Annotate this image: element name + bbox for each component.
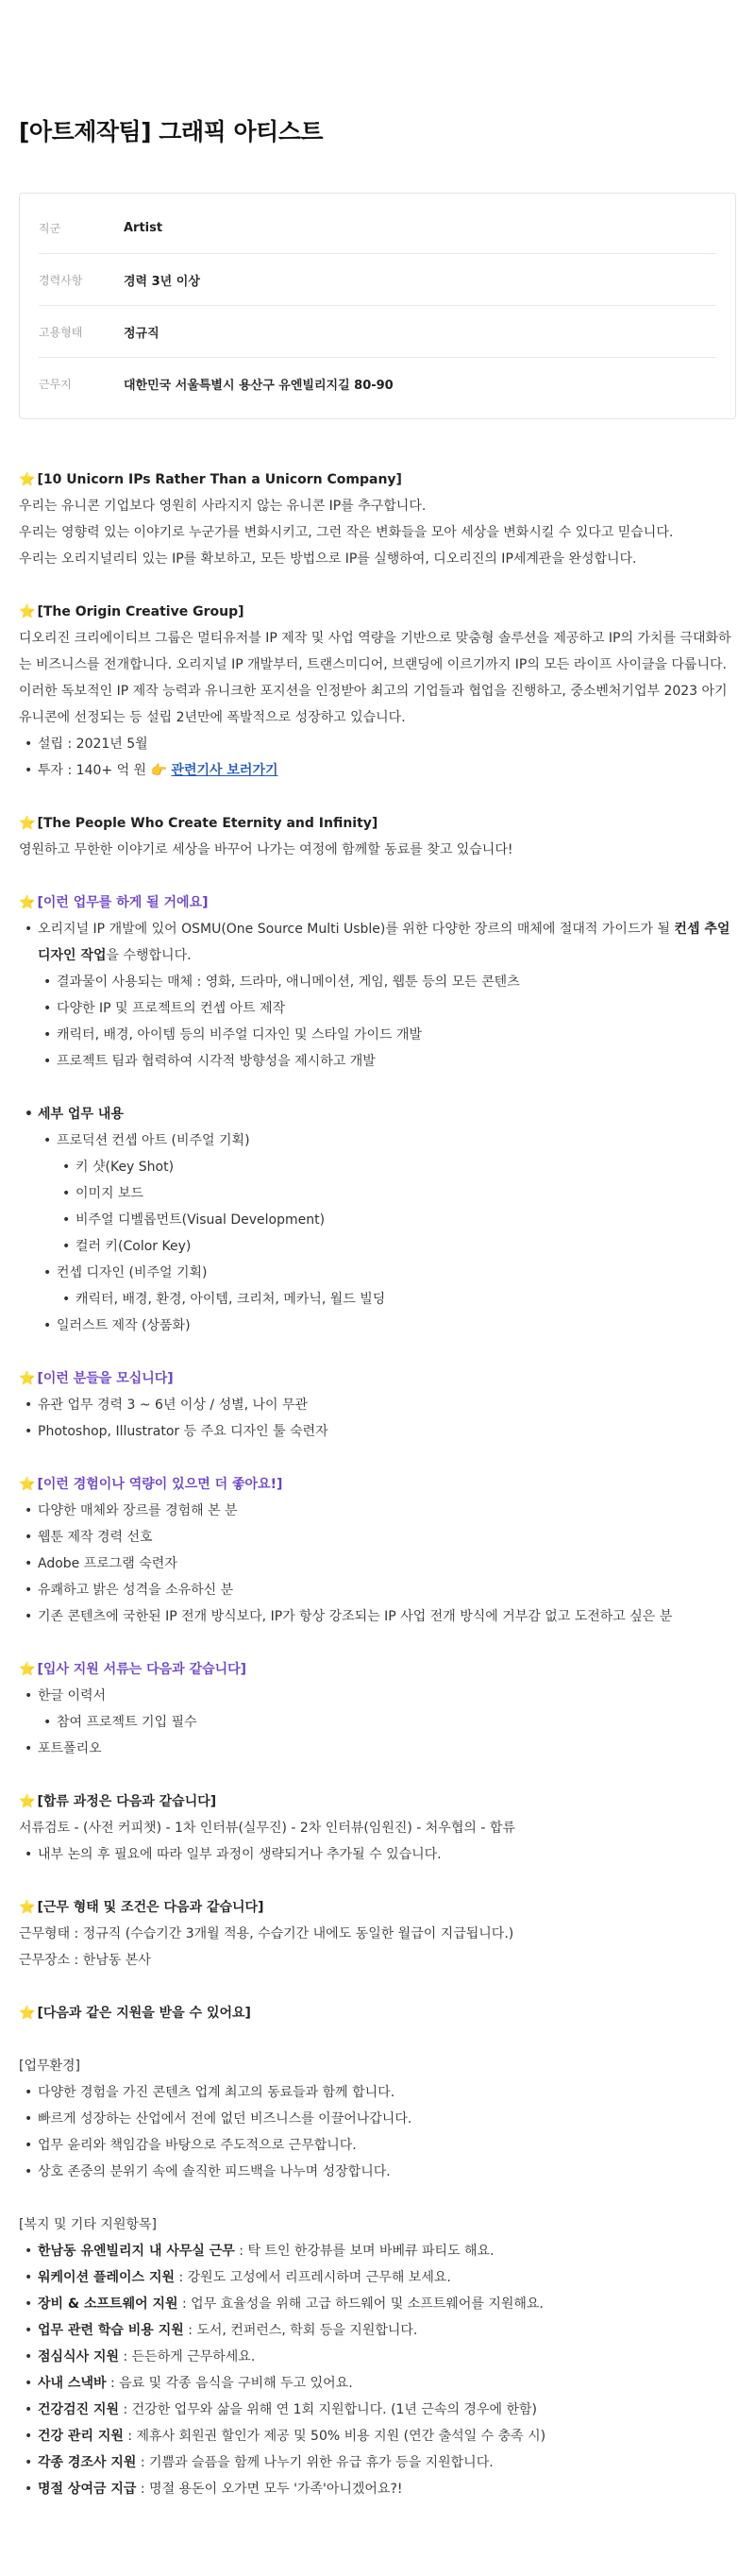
paragraph: 영원하고 무한한 이야기로 세상을 바꾸어 나가는 여정에 함께할 동료를 찾고 있습니다! bbox=[19, 842, 513, 857]
star-icon: ⭐ bbox=[19, 816, 36, 831]
star-icon: ⭐ bbox=[19, 2006, 36, 2021]
list-item: • 한글 이력서 bbox=[19, 1683, 736, 1709]
job-description bbox=[19, 466, 736, 2502]
section-heading: ⭐ [10 Unicorn IPs Rather Than a Unicorn Company] bbox=[19, 472, 402, 487]
section-documents bbox=[19, 1656, 736, 1762]
section-origin bbox=[19, 599, 736, 784]
list-item: • 결과물이 사용되는 매체 : 영화, 드라마, 애니메이션, 게임, 웹툰 등의 모든 콘텐츠 bbox=[38, 969, 736, 995]
page-title: [아트제작팀] 그래픽 아티스트 bbox=[19, 118, 324, 145]
list-item: • 워케이션 플레이스 지원 : 강원도 고성에서 리프레시하며 근무해 보세요. bbox=[19, 2264, 736, 2291]
info-label: 근무지 bbox=[39, 378, 72, 391]
subheading: [복지 및 기타 지원항목] bbox=[19, 2217, 157, 2232]
list-item: • 다양한 IP 및 프로젝트의 컨셉 아트 제작 bbox=[38, 995, 736, 1022]
section-heading: ⭐ [합류 과정은 다음과 같습니다] bbox=[19, 1794, 217, 1809]
list-item: • 장비 & 소프트웨어 지원 : 업무 효율성을 위해 고급 하드웨어 및 소프트웨어를 지원해요. bbox=[19, 2291, 736, 2317]
star-icon: ⭐ bbox=[19, 604, 36, 619]
star-icon: ⭐ bbox=[19, 1900, 36, 1915]
list-item: • 오리지널 IP 개발에 있어 OSMU(One Source Multi Usble)를 위한 다양한 장르의 매체에 절대적 가이드가 될 컨셉 추얼 디자인 작업을 수행합니다. bbox=[19, 916, 736, 969]
info-value: 대한민국 서울특별시 용산구 유엔빌리지길 80-90 bbox=[124, 379, 394, 393]
pointing-hand-icon: 👉 bbox=[150, 763, 167, 778]
list-item: • 건강 관리 지원 : 제휴사 회원권 할인가 제공 및 50% 비용 지원 (연간 출석일 수 충족 시) bbox=[19, 2423, 736, 2449]
list-item: • 상호 존중의 분위기 속에 솔직한 피드백을 나누며 성장합니다. bbox=[19, 2159, 736, 2185]
info-label: 경력사항 bbox=[39, 273, 83, 287]
section-benefits bbox=[19, 2000, 736, 2502]
list-item: • 키 샷(Key Shot) bbox=[57, 1154, 736, 1180]
list-item: • 다양한 매체와 장르를 경험해 본 분 bbox=[19, 1498, 736, 1524]
related-article-link[interactable]: 관련기사 보러가기 bbox=[171, 763, 278, 778]
section-people bbox=[19, 810, 736, 863]
paragraph: 우리는 오리지널리티 있는 IP를 확보하고, 모든 방법으로 IP를 실행하여, 디오리진의 IP세계관을 완성합니다. bbox=[19, 551, 637, 567]
star-icon: ⭐ bbox=[19, 1662, 36, 1677]
info-value: Artist bbox=[124, 220, 163, 235]
info-row-location bbox=[39, 358, 716, 410]
paragraph: 우리는 영향력 있는 이야기로 누군가를 변화시키고, 그런 작은 변화들을 모아 세상을 변화시킬 수 있다고 믿습니다. bbox=[19, 525, 674, 540]
section-heading: ⭐ [다음과 같은 지원을 받을 수 있어요] bbox=[19, 2006, 251, 2021]
paragraph: 디오리진 크리에이티브 그룹은 멀티유저블 IP 제작 및 사업 역량을 기반으로 맞춤형 솔루션을 제공하고 IP의 가치를 극대화하는 비즈니스를 전개합니다. 오리지널 IP 개발부터, 트랜스미디어, 브랜딩에 이르기까지 IP의 모든 라이프 사이클을 다룹니다. 이러한 독보적인 IP 제작 능력과 유니크한 포지션을 인정받아 최고의 기업들과 협업을 진행하고, 중소벤처기업부 2023 아기유니콘에 선정되는 등 설립 2년만에 폭발적으로 성장하고 있습니다. bbox=[19, 631, 731, 725]
list-item: • 프로젝트 팀과 협력하여 시각적 방향성을 제시하고 개발 bbox=[38, 1048, 736, 1075]
list-item: • 기존 콘텐츠에 국한된 IP 전개 방식보다, IP가 항상 강조되는 IP 사업 전개 방식에 거부감 없고 도전하고 싶은 분 bbox=[19, 1603, 736, 1630]
section-preferred bbox=[19, 1471, 736, 1630]
list-item: • 세부 업무 내용 bbox=[19, 1101, 736, 1127]
info-row-employment bbox=[39, 306, 716, 358]
paragraph: 우리는 유니콘 기업보다 영원히 사라지지 않는 유니콘 IP를 추구합니다. bbox=[19, 499, 427, 514]
star-icon: ⭐ bbox=[19, 472, 36, 487]
list-item: • 유쾌하고 밝은 성격을 소유하신 분 bbox=[19, 1577, 736, 1603]
list-item: • 참여 프로젝트 기입 필수 bbox=[38, 1709, 736, 1736]
company-facts bbox=[19, 731, 736, 784]
info-label: 고용형태 bbox=[39, 325, 83, 339]
section-responsibilities bbox=[19, 890, 736, 1339]
section-heading: ⭐ [The People Who Create Eternity and Infinity] bbox=[19, 816, 378, 831]
section-heading: ⭐ [입사 지원 서류는 다음과 같습니다] bbox=[19, 1662, 247, 1677]
info-row-category bbox=[39, 202, 716, 254]
list-item: • 건강검진 지원 : 건강한 업무와 삶을 위해 연 1회 지원합니다. (1년 근속의 경우에 한함) bbox=[19, 2397, 736, 2423]
info-label: 직군 bbox=[39, 221, 61, 235]
list-item: • 사내 스낵바 : 음료 및 각종 음식을 구비해 두고 있어요. bbox=[19, 2370, 736, 2397]
list-item: • Adobe 프로그램 숙련자 bbox=[19, 1551, 736, 1577]
star-icon: ⭐ bbox=[19, 1794, 36, 1809]
info-value: 경력 3년 이상 bbox=[124, 274, 200, 289]
section-heading: ⭐ [The Origin Creative Group] bbox=[19, 604, 244, 619]
paragraph: 서류검토 - (사전 커피챗) - 1차 인터뷰(실무진) - 2차 인터뷰(임원진) - 처우협의 - 합류 bbox=[19, 1821, 515, 1836]
list-item: • 캐릭터, 배경, 아이템 등의 비주얼 디자인 및 스타일 가이드 개발 bbox=[38, 1022, 736, 1048]
section-conditions bbox=[19, 1894, 736, 1974]
paragraph: 근무장소 : 한남동 본사 bbox=[19, 1953, 151, 1968]
list-item: • 투자 : 140+ 억 원 👉 관련기사 보러가기 bbox=[19, 757, 736, 784]
info-value: 정규직 bbox=[124, 326, 159, 341]
list-item: • 컬러 키(Color Key) bbox=[57, 1233, 736, 1260]
list-item: • 각종 경조사 지원 : 기쁨과 슬픔을 함께 나누기 위한 유급 휴가 등을 지원합니다. bbox=[19, 2449, 736, 2476]
list-item: • 업무 윤리와 책임감을 바탕으로 주도적으로 근무합니다. bbox=[19, 2132, 736, 2159]
subheading: [업무환경] bbox=[19, 2059, 81, 2074]
section-heading: ⭐ [이런 업무를 하게 될 거에요] bbox=[19, 895, 209, 910]
star-icon: ⭐ bbox=[19, 1477, 36, 1492]
info-row-experience bbox=[39, 254, 716, 306]
list-item: • 점심식사 지원 : 든든하게 근무하세요. bbox=[19, 2344, 736, 2370]
list-item: • 내부 논의 후 필요에 따라 일부 과정이 생략되거나 추가될 수 있습니다. bbox=[19, 1841, 736, 1868]
list-item: • 빠르게 성장하는 산업에서 전에 없던 비즈니스를 이끌어나갑니다. bbox=[19, 2106, 736, 2132]
list-item: • 설립 : 2021년 5월 bbox=[19, 731, 736, 757]
list-item: • 포트폴리오 bbox=[19, 1736, 736, 1762]
list-item: • 웹툰 제작 경력 선호 bbox=[19, 1524, 736, 1551]
list-item: • 캐릭터, 배경, 환경, 아이템, 크리처, 메카닉, 월드 빌딩 bbox=[57, 1286, 736, 1313]
list-item: • 유관 업무 경력 3 ~ 6년 이상 / 성별, 나이 무관 bbox=[19, 1392, 736, 1418]
list-item: • 일러스트 제작 (상품화) bbox=[38, 1313, 736, 1339]
list-item: • 프로덕션 컨셉 아트 (비주얼 기획) bbox=[38, 1127, 736, 1154]
section-process bbox=[19, 1788, 736, 1868]
section-heading: ⭐ [이런 분들을 모십니다] bbox=[19, 1371, 174, 1386]
list-item: • 컨셉 디자인 (비주얼 기획) bbox=[38, 1260, 736, 1286]
section-heading: ⭐ [이런 경험이나 역량이 있으면 더 좋아요!] bbox=[19, 1477, 283, 1492]
section-heading: ⭐ [근무 형태 및 조건은 다음과 같습니다] bbox=[19, 1900, 264, 1915]
list-item: • 비주얼 디벨롭먼트(Visual Development) bbox=[57, 1207, 736, 1233]
section-qualifications bbox=[19, 1365, 736, 1445]
job-info-card bbox=[19, 193, 736, 419]
section-unicorn bbox=[19, 466, 736, 572]
list-item: • Photoshop, Illustrator 등 주요 디자인 툴 숙련자 bbox=[19, 1418, 736, 1445]
list-item: • 한남동 유엔빌리지 내 사무실 근무 : 탁 트인 한강뷰를 보며 바베큐 파티도 해요. bbox=[19, 2238, 736, 2264]
star-icon: ⭐ bbox=[19, 1371, 36, 1386]
list-item: • 이미지 보드 bbox=[57, 1180, 736, 1207]
star-icon: ⭐ bbox=[19, 895, 36, 910]
paragraph: 근무형태 : 정규직 (수습기간 3개월 적용, 수습기간 내에도 동일한 월급이 지급됩니다.) bbox=[19, 1926, 514, 1941]
list-item: • 업무 관련 학습 비용 지원 : 도서, 컨퍼런스, 학회 등을 지원합니다. bbox=[19, 2317, 736, 2344]
list-item: • 명절 상여금 지급 : 명절 용돈이 오가면 모두 '가족'아니겠어요?! bbox=[19, 2476, 736, 2502]
list-item: • 다양한 경험을 가진 콘텐츠 업계 최고의 동료들과 함께 합니다. bbox=[19, 2079, 736, 2106]
